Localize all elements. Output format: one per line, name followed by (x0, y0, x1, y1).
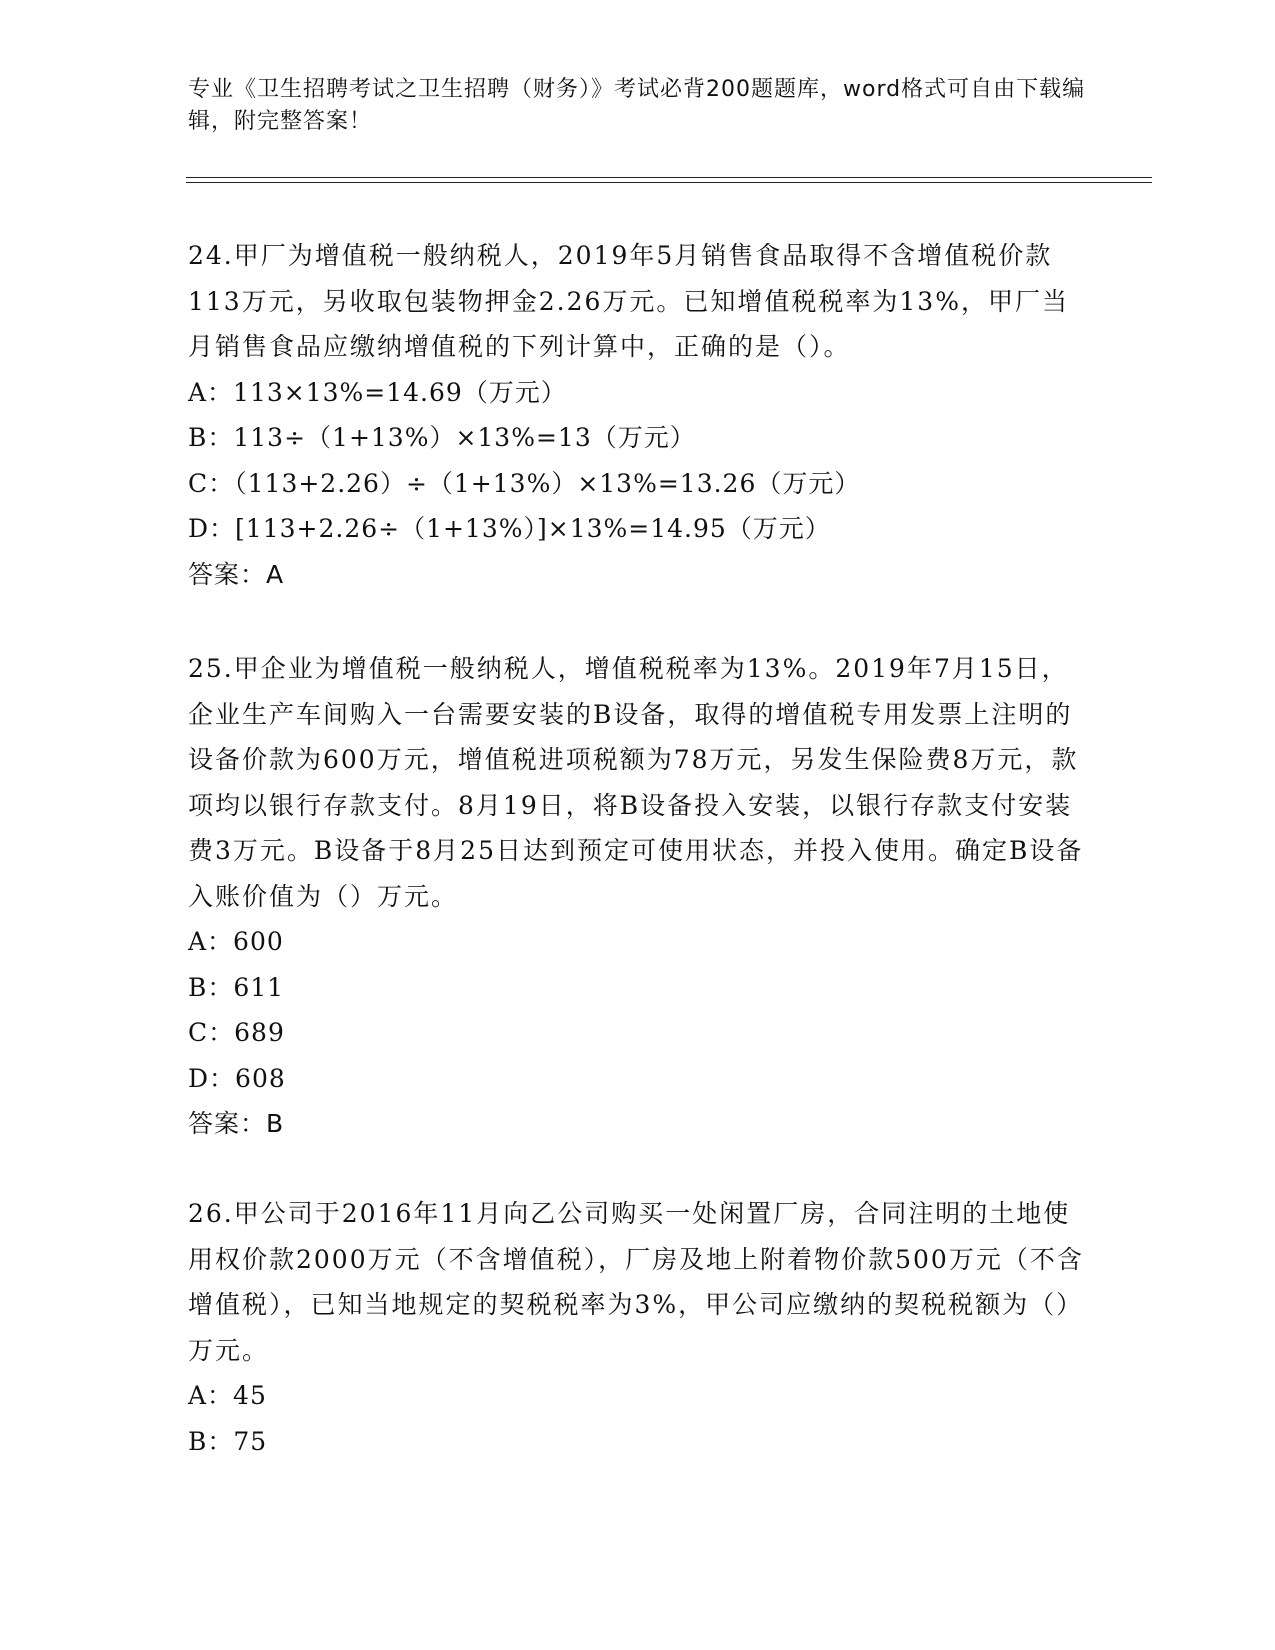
answer-line: 答案：A (188, 559, 285, 589)
question-stem: 25.甲企业为增值税一般纳税人，增值税税率为13%。2019年7月15日，企业生产车间购入一台需要安装的B设备，取得的增值税专用发票上注明的设备价款为600万元，增值税进项税额为78万元，另发生保险费8万元，款项均以银行存款支付。8月19日，将B设备投入安装，以银行存款支付安装费3万元。B设备于8月25日达到预定可使用状态，并投入使用。确定B设备入账价值为（）万元。 (188, 654, 1084, 911)
header-divider-bottom (186, 182, 1152, 183)
document-header: 专业《卫生招聘考试之卫生招聘（财务）》考试必背200题题库，word格式可自由下载编辑，附完整答案！ (188, 77, 1086, 134)
option-a: A：600 (188, 927, 284, 956)
answer-line: 答案：B (188, 1109, 285, 1138)
option-b: B：113÷（1+13%）×13%=13（万元） (188, 423, 696, 452)
question-stem: 26.甲公司于2016年11月向乙公司购买一处闲置厂房，合同注明的土地使用权价款2000万元（不含增值税），厂房及地上附着物价款500万元（不含增值税），已知当地规定的契税税率为3%，甲公司应缴纳的契税税额为（）万元。 (188, 1199, 1084, 1365)
option-c: C：689 (188, 1018, 285, 1047)
question-24 (188, 233, 1088, 597)
option-c: C：（113+2.26）÷（1+13%）×13%=13.26（万元） (188, 468, 861, 498)
header-divider-top (186, 177, 1152, 178)
option-a: A：113×13%=14.69（万元） (188, 377, 567, 407)
option-a: A：45 (188, 1381, 267, 1410)
question-25 (188, 646, 1088, 1147)
option-d: D：608 (188, 1063, 286, 1093)
option-b: B：611 (188, 972, 285, 1002)
option-d: D：[113+2.26÷（1+13%）]×13%=14.95（万元） (188, 514, 831, 543)
question-stem: 24.甲厂为增值税一般纳税人，2019年5月销售食品取得不含增值税价款113万元，另收取包装物押金2.26万元。已知增值税税率为13%，甲厂当月销售食品应缴纳增值税的下列计算中，正确的是（）。 (188, 241, 1069, 361)
option-b: B：75 (188, 1426, 268, 1456)
question-26 (188, 1191, 1088, 1464)
